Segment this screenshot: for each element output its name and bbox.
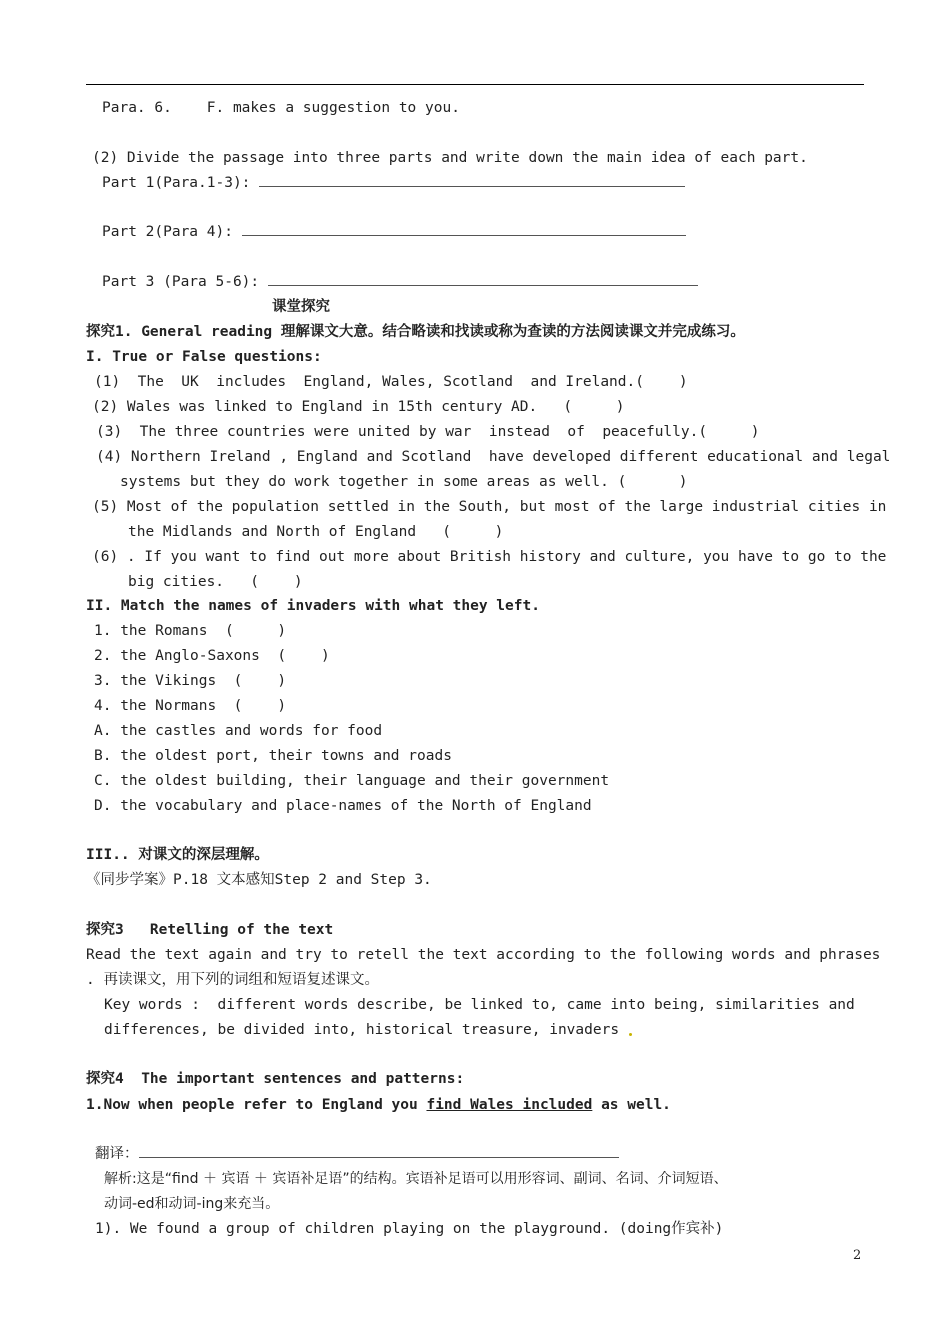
q2-part1 xyxy=(102,174,685,192)
key-words-list: differences, be divided into, historical treasure, invaders xyxy=(104,1022,620,1038)
explore3-instruction-2: . 再读课文，用下列的词组和短语复述课文。 xyxy=(86,972,379,988)
tf-item-6b: big cities. ( ) xyxy=(128,574,303,590)
explore1-title: 探究1. General reading 理解课文大意。结合略读和找读或称为查读的方法阅读课文并完成练习。 xyxy=(86,324,745,340)
key-words-line-1: Key words : different words describe, be linked to, came into being, similarities and xyxy=(104,997,855,1013)
match-item-3: 3. the Vikings ( ) xyxy=(94,673,287,689)
part1-answer-blank[interactable] xyxy=(259,174,685,187)
tf-item-2: (2) Wales was linked to England in 15th century AD. ( ) xyxy=(92,399,625,415)
match-option-a: A. the castles and words for food xyxy=(94,723,383,739)
explore4-title: 探究4 The important sentences and patterns: xyxy=(86,1071,465,1087)
part2-answer-blank[interactable] xyxy=(242,223,686,236)
translation-line xyxy=(95,1145,619,1163)
q2-part3 xyxy=(102,273,698,291)
tf-item-5b: the Midlands and North of England ( ) xyxy=(128,524,504,540)
tf-item-4b: systems but they do work together in some areas as well. ( ) xyxy=(120,474,688,490)
analysis-line-1: 解析:这是“find ＋ 宾语 ＋ 宾语补足语”的结构。宾语补足语可以用形容词、副词、名词、介词短语、 xyxy=(104,1171,728,1187)
para6-line xyxy=(102,99,460,117)
match-item-4: 4. the Normans ( ) xyxy=(94,698,287,714)
explore3-instruction-1: Read the text again and try to retell the text according to the following words and phrases xyxy=(86,947,881,963)
deep-reference: 《同步学案》P.18 文本感知Step 2 and Step 3. xyxy=(86,872,432,888)
deep-heading: III.. 对课文的深层理解。 xyxy=(86,847,269,863)
match-heading: II. Match the names of invaders with what they left. xyxy=(86,598,540,614)
translation-label: 翻译： xyxy=(95,1146,139,1162)
para6-label: Para. 6. xyxy=(102,100,172,116)
sentence-underlined-phrase: find Wales included xyxy=(426,1097,593,1113)
tf-item-5a: (5) Most of the population settled in the South, but most of the large industrial cities in xyxy=(92,499,887,515)
para6-answer: F. makes a suggestion to you. xyxy=(206,100,460,116)
part3-label: Part 3 (Para 5-6): xyxy=(102,274,260,290)
translation-blank[interactable] xyxy=(139,1145,619,1158)
part1-label: Part 1(Para.1-3): xyxy=(102,175,251,191)
example-sentence-1: 1). We found a group of children playing on the playground. (doing作宾补) xyxy=(95,1221,724,1237)
highlight-dot xyxy=(629,1033,632,1036)
part3-answer-blank[interactable] xyxy=(268,273,698,286)
key-words-line-2 xyxy=(104,1021,633,1039)
match-item-1: 1. the Romans ( ) xyxy=(94,623,287,639)
part2-label: Part 2(Para 4): xyxy=(102,224,233,240)
key-sentence-1 xyxy=(86,1096,671,1114)
q2-prompt: (2) Divide the passage into three parts and write down the main idea of each part. xyxy=(92,150,808,166)
sentence-end: as well. xyxy=(592,1097,671,1113)
match-option-d: D. the vocabulary and place-names of the North of England xyxy=(94,798,592,814)
tf-item-6a: (6) . If you want to find out more about British history and culture, you have to go to the xyxy=(92,549,887,565)
q2-part2 xyxy=(102,223,686,241)
tf-item-4a: (4) Northern Ireland , England and Scotland have developed different educational and legal xyxy=(96,449,891,465)
header-rule xyxy=(86,84,864,85)
page-number: 2 xyxy=(853,1248,862,1263)
explore3-title: 探究3 Retelling of the text xyxy=(86,922,334,938)
tf-item-1: (1) The UK includes England, Wales, Scotland and Ireland.( ) xyxy=(94,374,688,390)
tf-heading: I. True or False questions: xyxy=(86,349,322,365)
match-item-2: 2. the Anglo-Saxons ( ) xyxy=(94,648,330,664)
match-option-c: C. the oldest building, their language and their government xyxy=(94,773,610,789)
analysis-line-2: 动词-ed和动词-ing来充当。 xyxy=(104,1196,280,1212)
section-title: 课堂探究 xyxy=(272,299,330,315)
sentence-start: 1.Now when people refer to England you xyxy=(86,1097,427,1113)
match-option-b: B. the oldest port, their towns and roads xyxy=(94,748,452,764)
tf-item-3: (3) The three countries were united by war instead of peacefully.( ) xyxy=(96,424,760,440)
